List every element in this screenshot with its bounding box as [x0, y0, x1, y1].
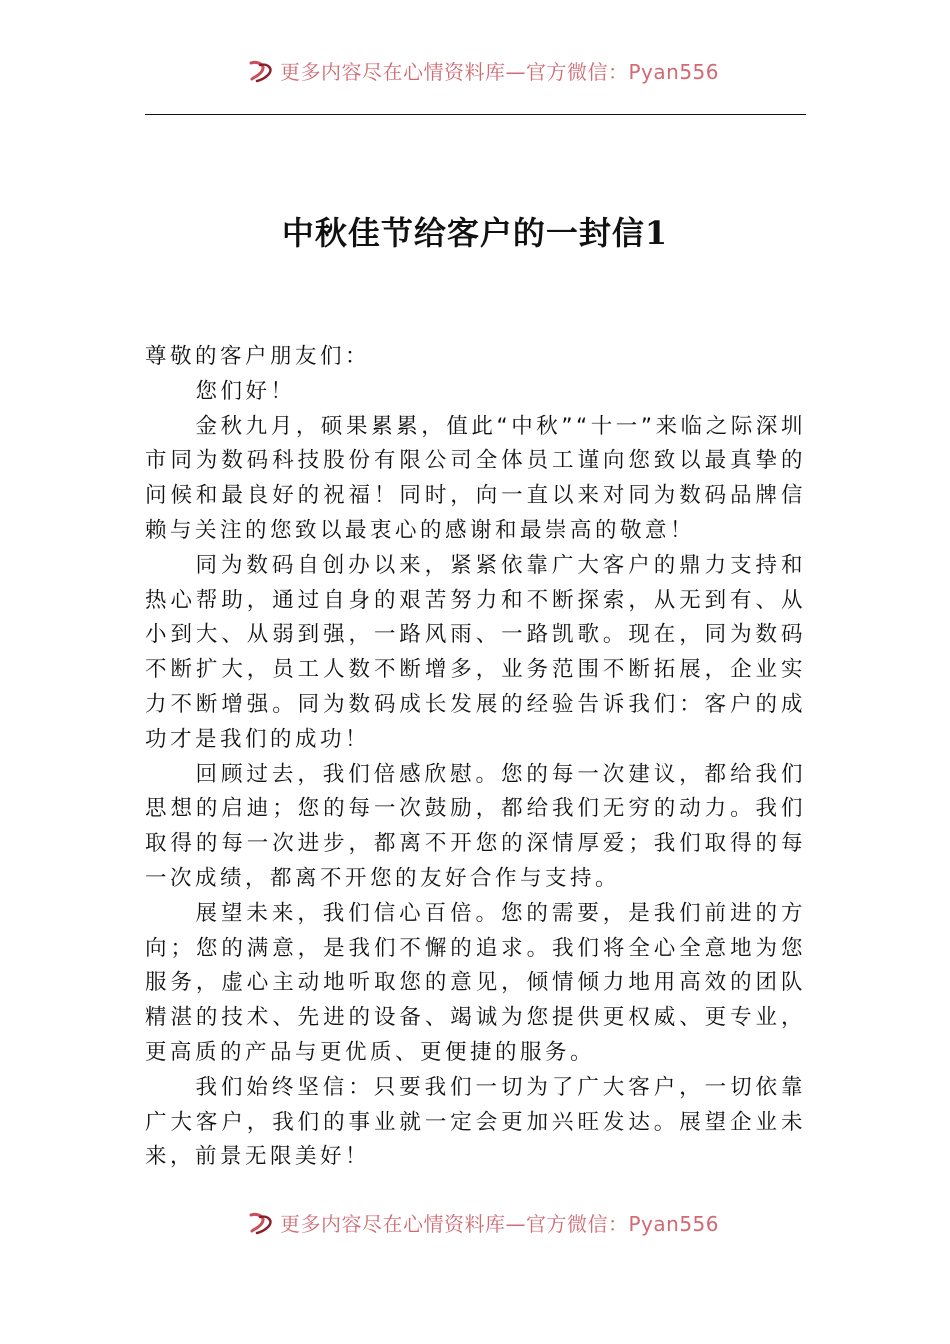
footer-watermark [0, 1202, 950, 1242]
footer-watermark-text: 更多内容尽在心情资料库—官方微信：Pyan556 [280, 1212, 720, 1236]
document-title: 中秋佳节给客户的一封信1 [281, 214, 669, 252]
letter-paragraph: 同为数码自创办以来，紧紧依靠广大客户的鼎力支持和热心帮助，通过自身的艰苦努力和不断探索，从无到有、从小到大、从弱到强，一路风雨、一路凯歌。现在，同为数码不断扩大，员工人数不断增多，业务范围不断拓展，企业实力不断增强。同为数码成长发展的经验告诉我们：客户的成功才是我们的成功！ [145, 552, 806, 752]
letter-paragraph: 我们始终坚信：只要我们一切为了广大客户，一切依靠广大客户，我们的事业就一定会更加兴旺发达。展望企业未来，前景无限美好！ [145, 1074, 806, 1170]
header-divider [145, 114, 806, 115]
brand-logo-icon [248, 1211, 276, 1235]
letter-greeting: 您们好！ [195, 378, 296, 404]
header-watermark [0, 50, 950, 90]
letter-body [145, 340, 806, 1175]
letter-paragraph: 展望未来，我们信心百倍。您的需要，是我们前进的方向；您的满意，是我们不懈的追求。我们将全心全意地为您服务，虚心主动地听取您的意见，倾情倾力地用高效的团队精湛的技术、先进的设备、竭诚为您提供更权威、更专业，更高质的产品与更优质、更便捷的服务。 [145, 900, 806, 1065]
letter-paragraph: 回顾过去，我们倍感欣慰。您的每一次建议，都给我们思想的启迪；您的每一次鼓励，都给我们无穷的动力。我们取得的每一次进步，都离不开您的深情厚爱；我们取得的每一次成绩，都离不开您的友好合作与支持。 [145, 761, 806, 891]
letter-salutation: 尊敬的客户朋友们： [145, 344, 371, 369]
letter-paragraph: 金秋九月，硕果累累，值此“中秋”“十一”来临之际深圳市同为数码科技股份有限公司全体员工谨向您致以最真挚的问候和最良好的祝福！同时，向一直以来对同为数码品牌信赖与关注的您致以最衷心的感谢和最崇高的敬意！ [145, 413, 806, 543]
brand-logo-icon [248, 59, 276, 83]
header-watermark-text: 更多内容尽在心情资料库—官方微信：Pyan556 [280, 60, 720, 84]
